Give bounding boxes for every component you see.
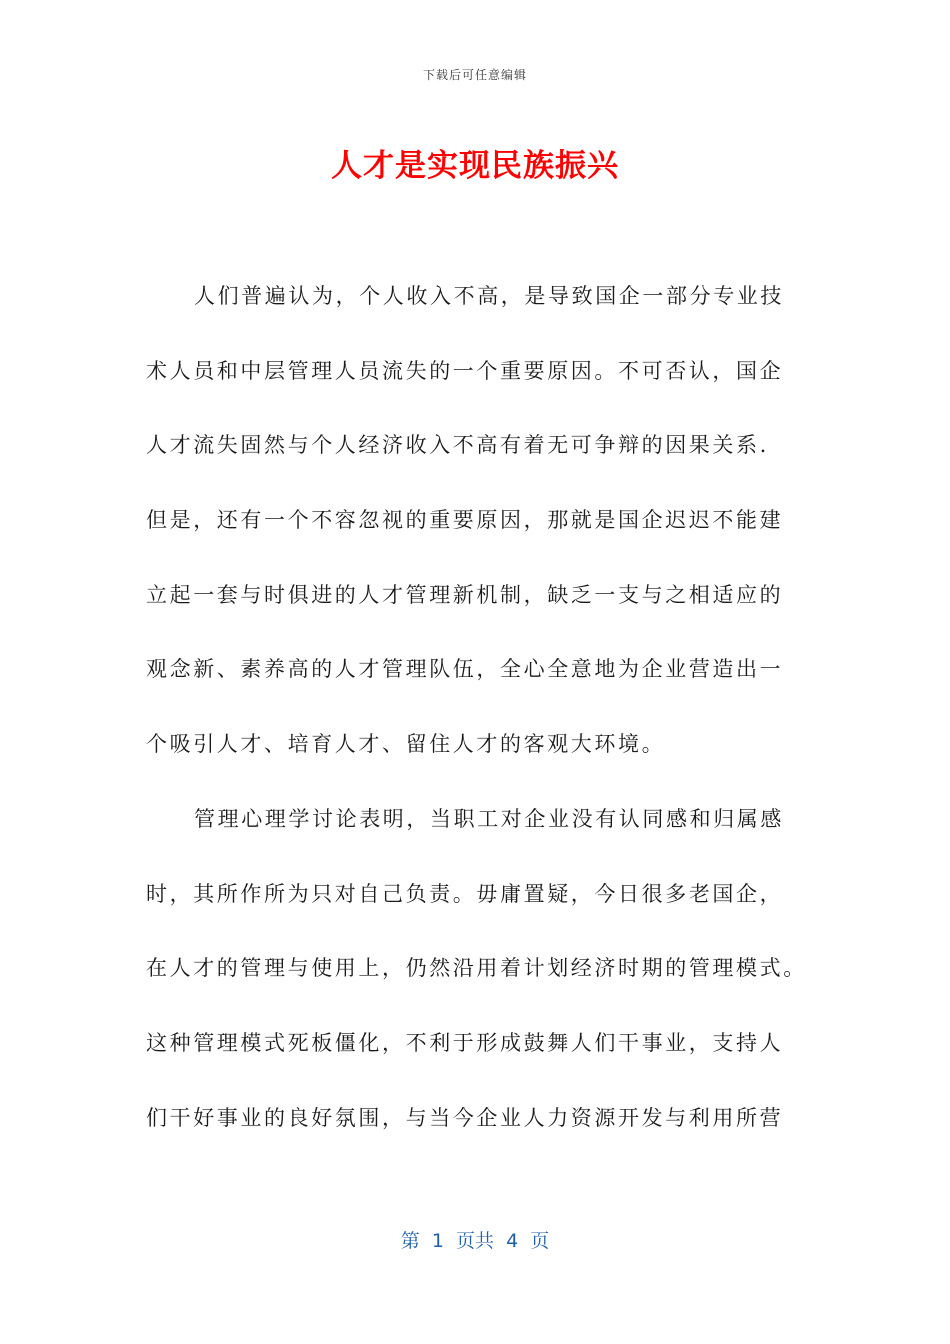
document-body [146,278,806,1174]
paragraph-1-line-7: 个吸引人才、培育人才、留住人才的客观大环境。 [146,732,666,757]
paragraph-2-line-2: 时，其所作所为只对自己负责。毋庸置疑，今日很多老国企， [146,881,784,906]
paragraph-2-line-5: 们干好事业的良好氛围，与当今企业人力资源开发与利用所营 [146,1105,784,1130]
paragraph-1-line-5: 立起一套与时俱进的人才管理新机制，缺乏一支与之相适应的 [146,582,784,607]
paragraph-1-line-3: 人才流失固然与个人经济收入不高有着无可争辩的因果关系. [146,433,769,458]
paragraph-2-line-3: 在人才的管理与使用上，仍然沿用着计划经济时期的管理模式。 [146,956,807,981]
page-number-footer: 第 1 页共 4 页 [400,1230,550,1252]
document-title: 人才是实现民族振兴 [331,148,619,184]
paragraph-1-line-4: 但是，还有一个不容忽视的重要原因，那就是国企迟迟不能建 [146,508,784,533]
paragraph-2-line-4: 这种管理模式死板僵化，不利于形成鼓舞人们干事业，支持人 [146,1030,784,1055]
paragraph-1-line-2: 术人员和中层管理人员流失的一个重要原因。不可否认，国企 [146,358,784,383]
paragraph-1-line-1: 人们普遍认为，个人收入不高，是导致国企一部分专业技 [194,284,784,308]
header-note: 下载后可任意编辑 [422,68,527,82]
paragraph-2-line-1: 管理心理学讨论表明，当职工对企业没有认同感和归属感 [194,806,784,831]
paragraph-1-line-6: 观念新、素养高的人才管理队伍，全心全意地为企业营造出一 [146,657,784,682]
